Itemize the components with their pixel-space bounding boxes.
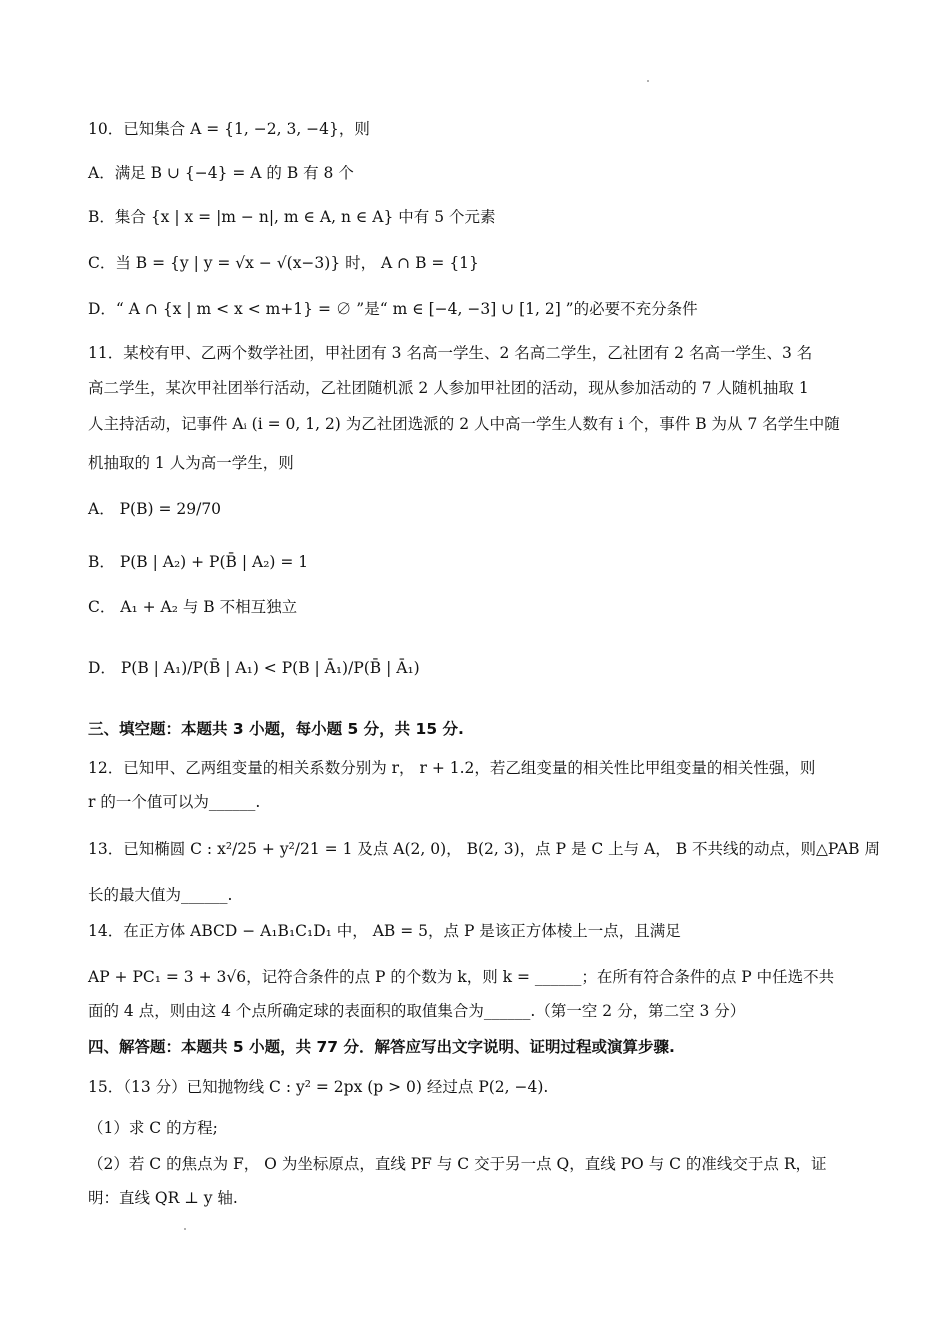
q14-line-2: AP + PC₁ = 3 + 3√6，记符合条件的点 P 的个数为 k，则 k = ______；在所有符合条件的点 P 中任选不共: [88, 968, 835, 986]
q15-stem: 15．（13 分）已知抛物线 C : y² = 2px (p > 0) 经过点 P(2, −4).: [88, 1078, 549, 1096]
section-4-heading: 四、解答题：本题共 5 小题，共 77 分．解答应写出文字说明、证明过程或演算步骤.: [88, 1038, 675, 1056]
q12-line-1: 12．已知甲、乙两组变量的相关系数分别为 r， r + 1.2，若乙组变量的相关性比甲组变量的相关性强，则: [88, 759, 816, 777]
section-3-heading: 三、填空题：本题共 3 小题，每小题 5 分，共 15 分.: [88, 720, 464, 738]
q15-part-1: （1）求 C 的方程;: [88, 1119, 218, 1137]
q11-option-b: B． P(B | A₂) + P(B̄ | A₂) = 1: [88, 553, 309, 571]
q11-option-d: D． P(B | A₁)/P(B̄ | A₁) < P(B | Ā₁)/P(B̄ | Ā₁): [88, 659, 420, 677]
q11-line-4: 机抽取的 1 人为高一学生，则: [88, 454, 294, 472]
q11-line-1: 11．某校有甲、乙两个数学社团，甲社团有 3 名高一学生、2 名高二学生，乙社团有 2 名高一学生、3 名: [88, 344, 813, 362]
q10-option-c: C．当 B = {y | y = √x − √(x−3)} 时， A ∩ B = {1}: [88, 254, 479, 272]
q13-line-2: 长的最大值为______.: [88, 886, 233, 904]
page-mark-bottom: [184, 1228, 186, 1230]
q10-stem: 10．已知集合 A = {1, −2, 3, −4}，则: [88, 120, 370, 138]
q11-line-2: 高二学生，某次甲社团举行活动，乙社团随机派 2 人参加甲社团的活动，现从参加活动的 7 人随机抽取 1: [88, 379, 809, 397]
q11-line-3: 人主持活动，记事件 Aᵢ (i = 0, 1, 2) 为乙社团选派的 2 人中高一学生人数有 i 个，事件 B 为从 7 名学生中随: [88, 415, 840, 433]
q11-option-c: C． A₁ + A₂ 与 B 不相互独立: [88, 598, 298, 616]
q14-line-1: 14．在正方体 ABCD − A₁B₁C₁D₁ 中， AB = 5，点 P 是该正方体棱上一点，且满足: [88, 922, 681, 940]
q12-line-2: r 的一个值可以为______.: [88, 793, 261, 811]
page-mark: [647, 80, 649, 82]
q15-part-2-line-1: （2）若 C 的焦点为 F， O 为坐标原点，直线 PF 与 C 交于另一点 Q，直线 PO 与 C 的准线交于点 R，证: [88, 1155, 827, 1173]
q15-part-2-line-2: 明：直线 QR ⊥ y 轴.: [88, 1189, 238, 1207]
q11-option-a: A． P(B) = 29/70: [88, 500, 222, 518]
q13-line-1: 13．已知椭圆 C : x²/25 + y²/21 = 1 及点 A(2, 0)， B(2, 3)，点 P 是 C 上与 A， B 不共线的动点，则△PAB 周: [88, 840, 880, 858]
q10-option-b: B．集合 {x | x = |m − n|, m ∈ A, n ∈ A} 中有 5 个元素: [88, 208, 496, 226]
q10-option-a: A．满足 B ∪ {−4} = A 的 B 有 8 个: [88, 164, 354, 182]
q10-option-d: D．“ A ∩ {x | m < x < m+1} = ∅ ”是“ m ∈ [−4, −3] ∪ [1, 2] ”的必要不充分条件: [88, 300, 698, 318]
q14-line-3: 面的 4 点，则由这 4 个点所确定球的表面积的取值集合为______.（第一空 2 分，第二空 3 分）: [88, 1002, 746, 1020]
